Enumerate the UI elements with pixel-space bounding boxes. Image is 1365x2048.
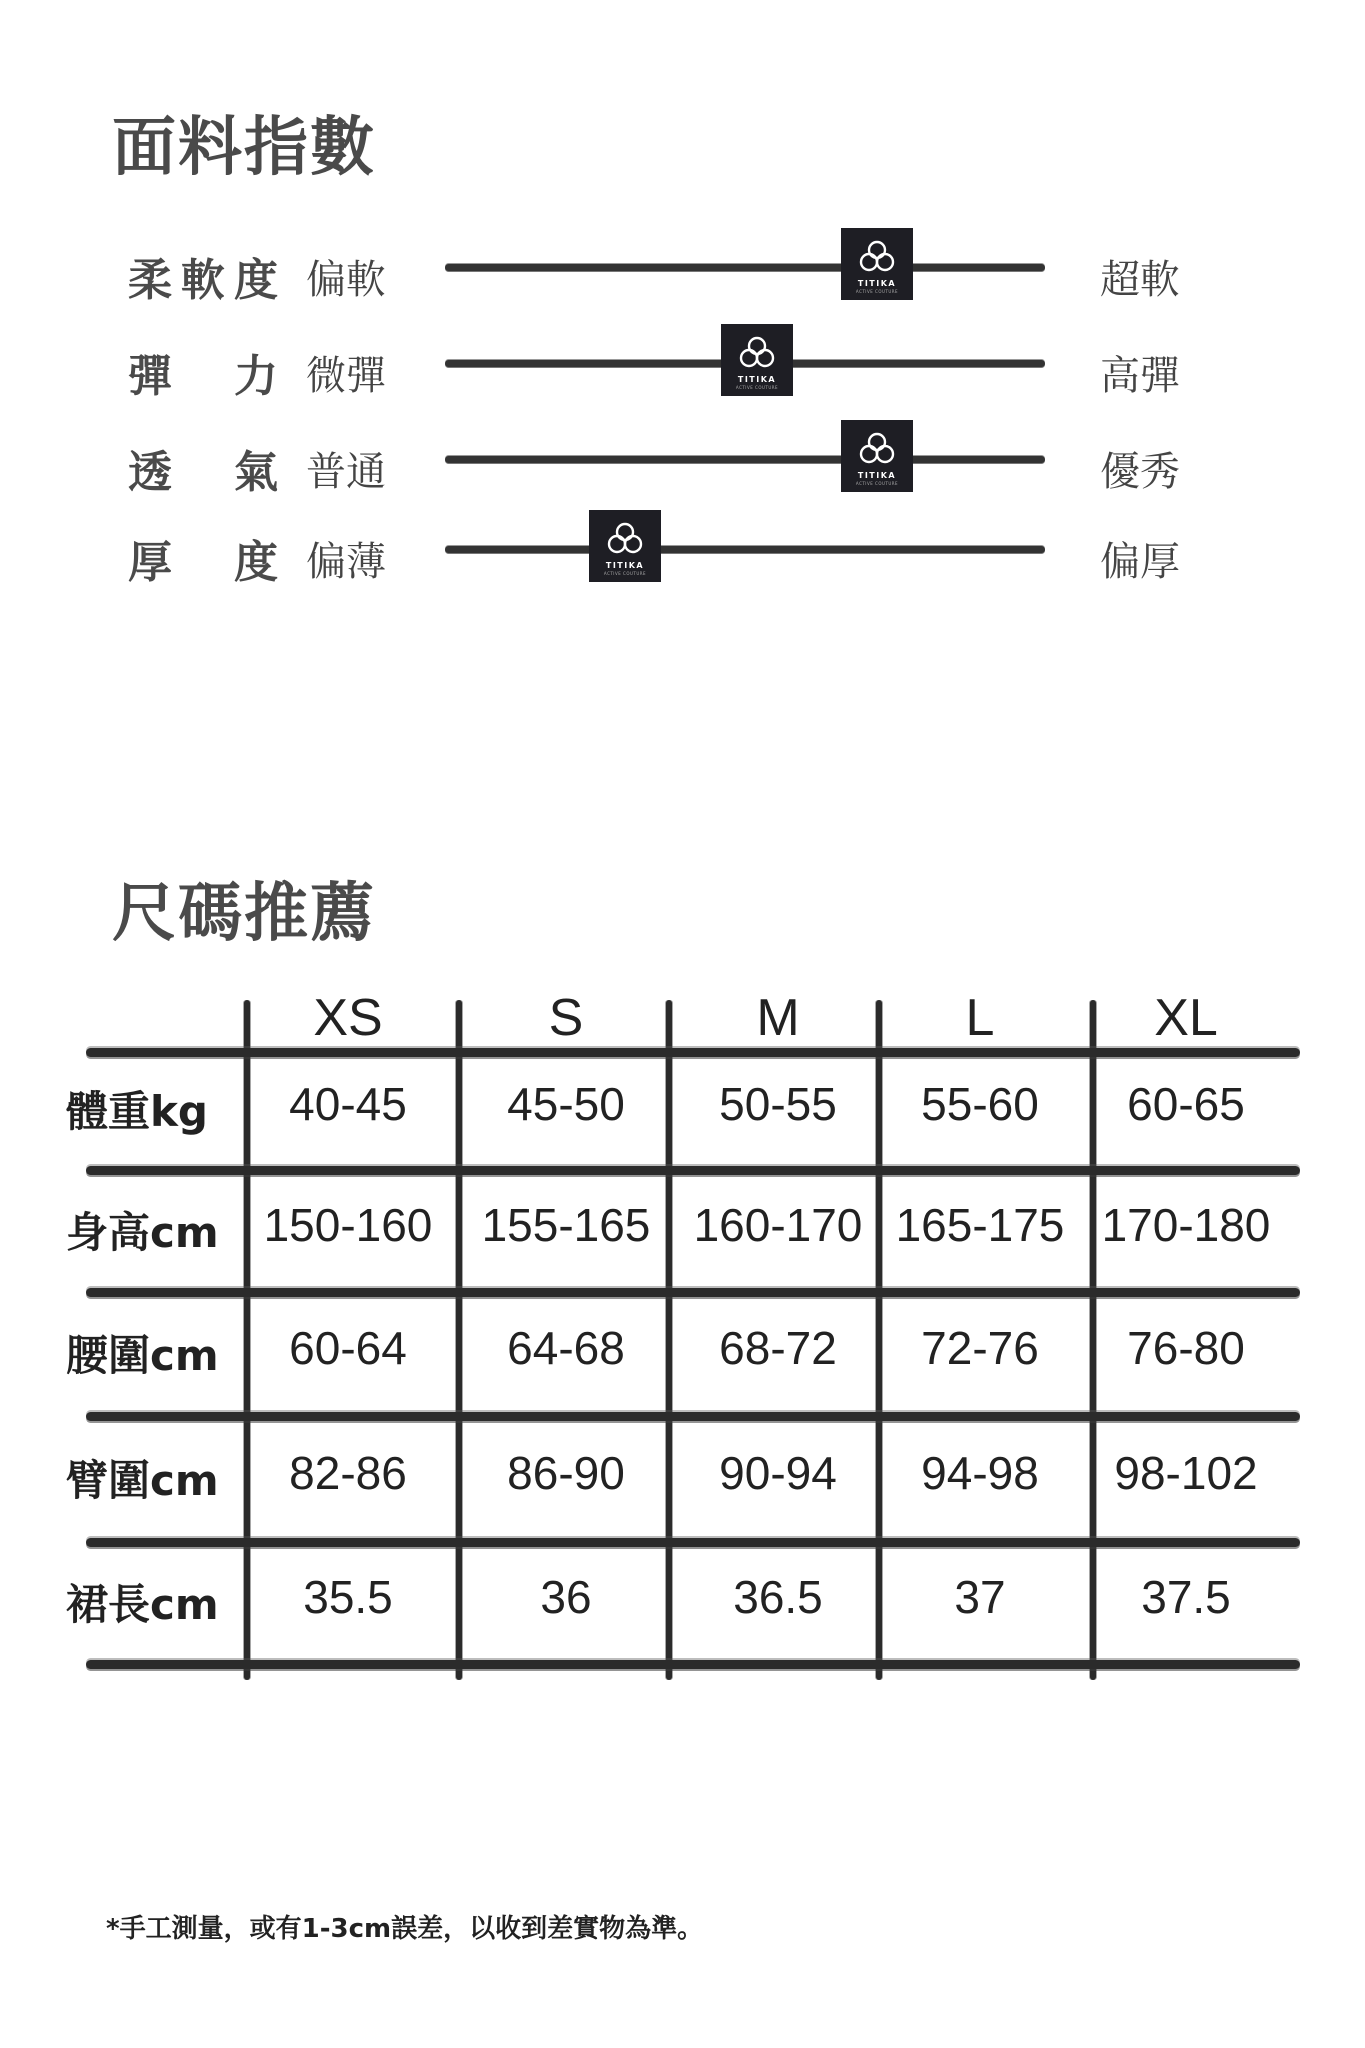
size-table-cell: 64-68 xyxy=(507,1322,625,1374)
fabric-scale-track xyxy=(445,456,1045,463)
table-row-divider xyxy=(86,1660,1300,1669)
fabric-level-marker xyxy=(721,324,793,396)
size-table-cell: 165-175 xyxy=(895,1199,1065,1251)
size-table-cell: 94-98 xyxy=(921,1447,1039,1499)
size-table-cell: 60-64 xyxy=(289,1322,407,1374)
fabric-scale-track xyxy=(445,264,1045,271)
size-table-cell: 37.5 xyxy=(1141,1571,1231,1623)
fabric-row-label xyxy=(128,436,278,500)
fabric-label-char: 厚 xyxy=(128,537,172,588)
titika-logo-icon xyxy=(737,335,777,371)
fabric-label-char: 彈 xyxy=(128,351,172,402)
size-table-cell: 35.5 xyxy=(303,1571,393,1623)
marker-brand-subtext: ACTIVE COUTURE xyxy=(603,570,647,576)
size-row-label: 身高cm xyxy=(66,1208,219,1257)
fabric-max-label: 優秀 xyxy=(1100,449,1180,495)
size-table-cell: 150-160 xyxy=(263,1199,433,1251)
fabric-min-label: 普通 xyxy=(306,449,386,495)
fabric-row-label xyxy=(128,340,278,404)
size-table-cell: 36.5 xyxy=(733,1571,823,1623)
size-table-cell: 68-72 xyxy=(719,1322,837,1374)
size-row-label: 體重kg xyxy=(66,1087,208,1136)
size-table-cell: 160-170 xyxy=(693,1199,863,1251)
size-table-cell: 98-102 xyxy=(1114,1447,1258,1499)
size-table-cell: 155-165 xyxy=(481,1199,651,1251)
size-table-cell: 55-60 xyxy=(921,1078,1039,1130)
fabric-label-char: 透 xyxy=(128,447,172,498)
size-table-cell: 86-90 xyxy=(507,1447,625,1499)
size-column-header: M xyxy=(756,989,800,1047)
titika-logo-icon xyxy=(857,239,897,275)
fabric-scale-track xyxy=(445,546,1045,553)
fabric-label-char: 度 xyxy=(234,537,278,588)
size-column-header: XS xyxy=(313,989,383,1047)
fabric-row xyxy=(0,322,1365,402)
fabric-row-label xyxy=(128,526,278,590)
size-table-cell: 170-180 xyxy=(1101,1199,1271,1251)
titika-logo-icon xyxy=(605,521,645,557)
fabric-label-char: 氣 xyxy=(234,447,278,498)
measurement-footnote: *手工測量，或有1-3cm誤差，以收到差實物為準。 xyxy=(106,1914,704,1944)
fabric-min-label: 偏軟 xyxy=(306,257,386,303)
fabric-level-marker xyxy=(841,228,913,300)
table-row-divider xyxy=(86,1412,1300,1421)
size-row-label: 腰圍cm xyxy=(66,1331,219,1380)
fabric-label-char: 柔 xyxy=(128,255,172,306)
fabric-min-label: 微彈 xyxy=(306,353,386,399)
table-row-divider xyxy=(86,1288,1300,1297)
size-table-cell: 90-94 xyxy=(719,1447,837,1499)
size-table-cell: 60-65 xyxy=(1127,1078,1245,1130)
fabric-level-marker xyxy=(841,420,913,492)
size-table xyxy=(66,970,1300,1690)
fabric-row xyxy=(0,418,1365,498)
size-table-cell: 72-76 xyxy=(921,1322,1039,1374)
fabric-max-label: 超軟 xyxy=(1100,257,1180,303)
titika-logo-icon xyxy=(857,431,897,467)
marker-brand-text: TITIKA xyxy=(857,470,897,480)
size-table-cell: 50-55 xyxy=(719,1078,837,1130)
fabric-label-char: 度 xyxy=(234,255,278,306)
table-row-divider xyxy=(86,1538,1300,1547)
fabric-level-marker xyxy=(589,510,661,582)
size-table-cell: 36 xyxy=(540,1571,592,1623)
marker-brand-subtext: ACTIVE COUTURE xyxy=(855,480,899,486)
size-row-label: 裙長cm xyxy=(66,1580,219,1629)
size-table-cell: 37 xyxy=(954,1571,1006,1623)
fabric-max-label: 高彈 xyxy=(1100,353,1180,399)
size-table-cell: 82-86 xyxy=(289,1447,407,1499)
fabric-max-label: 偏厚 xyxy=(1100,539,1180,585)
marker-brand-text: TITIKA xyxy=(605,560,645,570)
fabric-row-label xyxy=(128,244,278,308)
fabric-row xyxy=(0,508,1365,588)
size-table-cell: 76-80 xyxy=(1127,1322,1245,1374)
marker-brand-text: TITIKA xyxy=(737,374,777,384)
size-column-header: S xyxy=(548,989,584,1047)
fabric-index-title: 面料指數 xyxy=(112,111,376,185)
table-row-divider xyxy=(86,1048,1300,1057)
fabric-min-label: 偏薄 xyxy=(306,539,386,585)
marker-brand-subtext: ACTIVE COUTURE xyxy=(855,288,899,294)
fabric-label-char: 軟 xyxy=(181,255,225,306)
size-table-cell: 40-45 xyxy=(289,1078,407,1130)
fabric-row xyxy=(0,226,1365,306)
fabric-label-char: 力 xyxy=(234,351,278,402)
size-column-header: XL xyxy=(1154,989,1218,1047)
size-recommendation-title: 尺碼推薦 xyxy=(112,877,376,951)
table-row-divider xyxy=(86,1166,1300,1175)
size-table-cell: 45-50 xyxy=(507,1078,625,1130)
size-column-header: L xyxy=(965,989,995,1047)
marker-brand-subtext: ACTIVE COUTURE xyxy=(735,384,779,390)
marker-brand-text: TITIKA xyxy=(857,278,897,288)
size-row-label: 臂圍cm xyxy=(66,1456,219,1505)
